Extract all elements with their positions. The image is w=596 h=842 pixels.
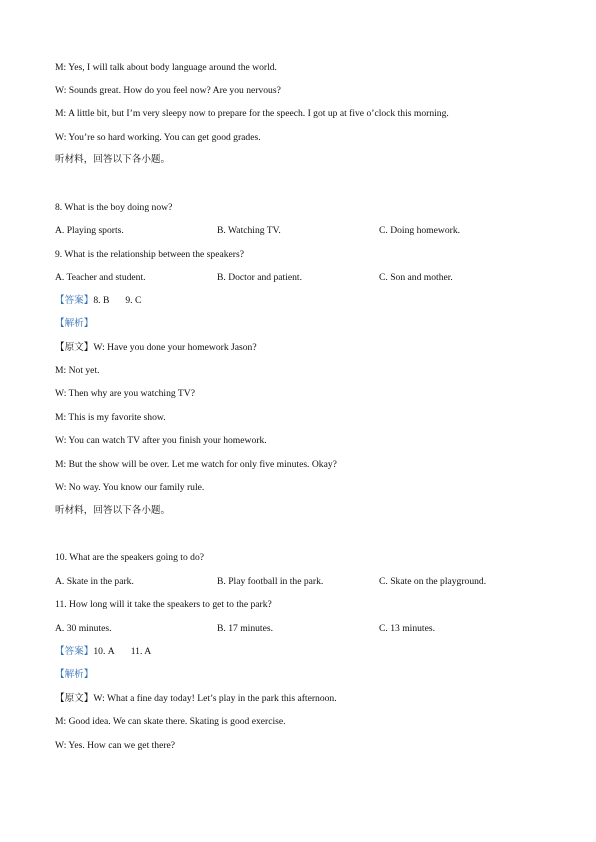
q8-option-c: C. Doing homework. — [379, 225, 461, 236]
question-9: 9. What is the relationship between the speakers? — [55, 249, 244, 260]
dialogue-line: M: Not yet. — [55, 365, 100, 376]
original-tag: 【原文】 — [55, 342, 94, 353]
answer-value: 11. A — [130, 646, 152, 657]
analysis-tag: 【解析】 — [55, 318, 94, 329]
instruction-line: 听材料，回答以下各小题。 — [55, 505, 171, 516]
question-11: 11. How long will it take the speakers to get to the park? — [55, 599, 272, 610]
answer-value: 8. B — [93, 295, 110, 306]
q8-option-b: B. Watching TV. — [217, 225, 281, 236]
q10-option-b: B. Play football in the park. — [217, 576, 324, 587]
answer-tag: 【答案】 — [55, 295, 94, 306]
question-8: 8. What is the boy doing now? — [55, 202, 173, 213]
dialogue-line: W: Sounds great. How do you feel now? Are you nervous? — [55, 85, 281, 96]
q8-option-a: A. Playing sports. — [55, 225, 124, 236]
q9-option-c: C. Son and mother. — [379, 272, 453, 283]
dialogue-line: W: You’re so hard working. You can get good grades. — [55, 132, 261, 143]
original-text-line — [55, 693, 337, 705]
dialogue-line: W: No way. You know our family rule. — [55, 482, 205, 493]
original-tag: 【原文】 — [55, 693, 94, 704]
q9-option-b: B. Doctor and patient. — [217, 272, 302, 283]
answer-row — [55, 295, 141, 307]
q10-option-a: A. Skate in the park. — [55, 576, 134, 587]
answer-value: 9. C — [125, 295, 142, 306]
dialogue-line: M: Good idea. We can skate there. Skating is good exercise. — [55, 716, 286, 727]
dialogue-line: W: What a fine day today! Let’s play in the park this afternoon. — [93, 693, 337, 704]
dialogue-line: W: Have you done your homework Jason? — [93, 342, 257, 353]
dialogue-line: M: A little bit, but I’m very sleepy now to prepare for the speech. I got up at five o’clock this morning. — [55, 108, 449, 119]
answer-row — [55, 646, 151, 658]
dialogue-line: M: Yes, I will talk about body language around the world. — [55, 62, 277, 73]
q11-option-a: A. 30 minutes. — [55, 623, 112, 634]
original-text-line — [55, 342, 257, 354]
dialogue-line: M: This is my favorite show. — [55, 412, 166, 423]
q9-option-a: A. Teacher and student. — [55, 272, 146, 283]
dialogue-line: W: Yes. How can we get there? — [55, 740, 176, 751]
instruction-line: 听材料，回答以下各小题。 — [55, 154, 171, 165]
answer-tag: 【答案】 — [55, 646, 94, 657]
answer-value: 10. A — [93, 646, 115, 657]
q10-option-c: C. Skate on the playground. — [379, 576, 487, 587]
q11-option-b: B. 17 minutes. — [217, 623, 273, 634]
analysis-tag: 【解析】 — [55, 669, 94, 680]
q11-option-c: C. 13 minutes. — [379, 623, 435, 634]
question-10: 10. What are the speakers going to do? — [55, 552, 205, 563]
dialogue-line: M: But the show will be over. Let me watch for only five minutes. Okay? — [55, 459, 337, 470]
dialogue-line: W: You can watch TV after you finish your homework. — [55, 435, 267, 446]
dialogue-line: W: Then why are you watching TV? — [55, 388, 195, 399]
